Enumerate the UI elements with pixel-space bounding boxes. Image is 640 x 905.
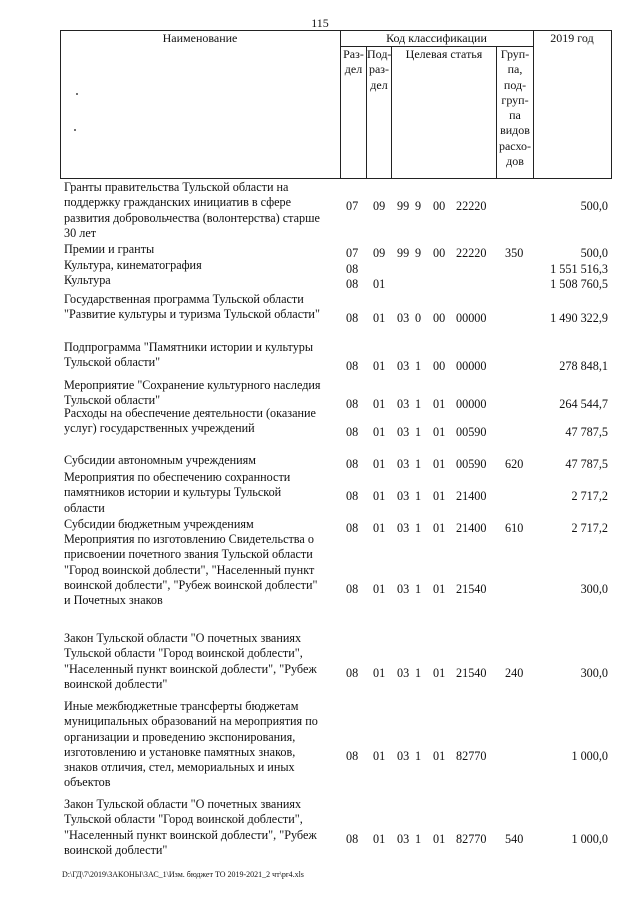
header-name: Наименование: [162, 31, 238, 45]
row-name-line: развития добровольчества (волонтерства) старше: [64, 210, 320, 225]
target-code-program: 03: [397, 665, 410, 680]
target-code-direction: 22220: [456, 199, 487, 214]
row-name-line: 30 лет: [64, 225, 97, 240]
header-vid-line: расхо-: [498, 138, 532, 153]
expense-type-code: 240: [505, 665, 524, 680]
header-vid-line: па,: [507, 62, 523, 77]
podrazdel-code: 09: [373, 199, 386, 214]
row-name-line: Подпрограмма "Памятники истории и культуры: [64, 340, 314, 354]
target-code-program: 03: [397, 397, 410, 412]
row-name-line: Мероприятия по изготовлению Свидетельства о: [64, 532, 314, 546]
row-name-line: Культура, кинематография: [64, 258, 202, 272]
target-code-program: 03: [397, 311, 410, 326]
target-code-program: 03: [397, 748, 410, 763]
target-code-subprogram: 1: [415, 748, 422, 763]
razdel-code: 07: [346, 199, 359, 214]
expense-type-code: 620: [505, 457, 524, 471]
target-code-direction: 21400: [456, 521, 487, 535]
header-code-group: Код классификации: [386, 31, 487, 45]
razdel-code: 08: [346, 397, 359, 412]
razdel-code: 08: [346, 521, 359, 535]
row-name: [64, 699, 342, 791]
header-target: Целевая статья: [405, 47, 483, 61]
row-name: [64, 517, 342, 532]
row-name-line: Мероприятия по обеспечению сохранности: [64, 470, 291, 484]
row-name: [64, 258, 342, 273]
row-name-line: Мероприятие "Сохранение культурного наследия: [64, 378, 321, 392]
amount-2019: 2 717,2: [571, 489, 608, 504]
amount-2019: 300,0: [580, 665, 608, 680]
row-name-line: воинской доблести", "Рубеж воинской доблести": [64, 577, 318, 592]
razdel-code: 08: [346, 748, 359, 763]
amount-2019: 1 508 760,5: [550, 277, 608, 291]
header-vid-line: под-: [503, 77, 527, 92]
amount-2019: 1 000,0: [571, 831, 608, 846]
header-razdel-line: Раз-: [343, 47, 364, 61]
podrazdel-code: 01: [373, 311, 386, 326]
podrazdel-code: 01: [373, 489, 386, 504]
target-code-subprogram: 1: [415, 489, 422, 504]
target-code-event: 00: [433, 359, 446, 374]
header-podrazdel-line: дел: [370, 77, 388, 92]
target-code-program: 03: [397, 831, 410, 846]
target-code-direction: 00000: [456, 311, 487, 326]
row-name: [64, 406, 342, 437]
row-name-line: услуг) государственных учреждений: [64, 421, 255, 436]
row-name: [64, 340, 342, 371]
row-name-line: "Развитие культуры и туризма Тульской области": [64, 307, 320, 322]
row-name-line: "Населенный пункт воинской доблести", "Рубеж: [64, 661, 317, 676]
amount-2019: 47 787,5: [565, 457, 608, 471]
target-code-direction: 22220: [456, 246, 487, 260]
row-name-line: Расходы на обеспечение деятельности (оказание: [64, 406, 316, 420]
target-code-event: 01: [433, 425, 446, 440]
target-code-event: 01: [433, 489, 446, 504]
amount-2019: 500,0: [580, 246, 608, 260]
target-code-event: 01: [433, 665, 446, 680]
row-name: [64, 378, 342, 409]
target-code-direction: 00000: [456, 397, 487, 412]
header-podrazdel-line: раз-: [368, 62, 390, 77]
row-name-line: Субсидии бюджетным учреждениям: [64, 517, 254, 531]
target-code-direction: 00000: [456, 359, 487, 374]
row-name-line: Иные межбюджетные трансферты бюджетам: [64, 699, 299, 713]
target-code-subprogram: 1: [415, 831, 422, 846]
razdel-code: 08: [346, 359, 359, 374]
podrazdel-code: 01: [373, 748, 386, 763]
table-header: [60, 30, 612, 179]
row-name: [64, 797, 342, 858]
row-name-line: Субсидии автономным учреждениям: [64, 453, 256, 467]
podrazdel-code: 09: [373, 246, 386, 260]
podrazdel-code: 01: [373, 457, 386, 471]
podrazdel-code: 01: [373, 425, 386, 440]
row-name-line: памятников истории и культуры Тульской: [64, 485, 282, 500]
row-name-line: Гранты правительства Тульской области на: [64, 180, 289, 194]
row-name: [64, 532, 342, 608]
row-name-line: воинской доблести": [64, 676, 168, 691]
podrazdel-code: 01: [373, 581, 386, 596]
row-name-line: Премии и гранты: [64, 242, 155, 256]
razdel-code: 08: [346, 425, 359, 440]
target-code-subprogram: 1: [415, 425, 422, 440]
amount-2019: 500,0: [580, 199, 608, 214]
target-code-subprogram: 1: [415, 359, 422, 374]
row-name: [64, 453, 342, 468]
row-name: [64, 180, 342, 241]
target-code-event: 01: [433, 457, 446, 471]
row-name-line: Тульской области": [64, 355, 161, 370]
row-name-line: и Почетных знаков: [64, 593, 163, 608]
target-code-direction: 00590: [456, 425, 487, 440]
target-code-program: 03: [397, 521, 410, 535]
file-path-footer: D:\ГД\7\2019\ЗАКОНЫ\ЗАС_1\Изм. бюджет ТО 2019-2021_2 чт\pr4.xls: [62, 870, 304, 879]
razdel-code: 08: [346, 311, 359, 326]
header-razdel: [341, 47, 366, 78]
header-vid-line: груп-: [501, 92, 529, 107]
row-name-line: поддержку гражданских инициатив в сфере: [64, 195, 292, 210]
podrazdel-code: 01: [373, 521, 386, 535]
row-name-line: Тульской области "Город воинской доблести",: [64, 646, 303, 661]
target-code-direction: 21540: [456, 581, 487, 596]
amount-2019: 1 551 516,3: [550, 262, 608, 276]
row-name: [64, 631, 342, 692]
amount-2019: 47 787,5: [565, 425, 608, 440]
header-podrazdel-line: Под-: [367, 47, 392, 61]
target-code-direction: 21540: [456, 665, 487, 680]
target-code-event: 01: [433, 748, 446, 763]
razdel-code: 08: [346, 665, 359, 680]
razdel-code: 07: [346, 246, 359, 260]
podrazdel-code: 01: [373, 277, 386, 291]
row-name-line: "Населенный пункт воинской доблести", "Рубеж: [64, 827, 317, 842]
row-name-line: объектов: [64, 775, 111, 790]
target-code-program: 99: [397, 246, 410, 260]
target-code-subprogram: 1: [415, 665, 422, 680]
target-code-event: 01: [433, 581, 446, 596]
podrazdel-code: 01: [373, 397, 386, 412]
amount-2019: 1 000,0: [571, 748, 608, 763]
target-code-subprogram: 9: [415, 199, 422, 214]
razdel-code: 08: [346, 581, 359, 596]
target-code-event: 00: [433, 311, 446, 326]
amount-2019: 264 544,7: [559, 397, 608, 412]
target-code-event: 01: [433, 397, 446, 412]
row-name-line: воинской доблести": [64, 842, 168, 857]
header-razdel-line: дел: [344, 62, 363, 77]
row-name-line: Тульской области "Город воинской доблести",: [64, 812, 303, 827]
row-name-line: изготовлению и установке памятных знаков,: [64, 744, 296, 759]
razdel-code: 08: [346, 457, 359, 471]
amount-2019: 1 490 322,9: [550, 311, 608, 326]
header-vid-line: па: [509, 108, 521, 123]
target-code-direction: 21400: [456, 489, 487, 504]
page-number: 115: [311, 16, 329, 30]
amount-2019: 2 717,2: [571, 521, 608, 535]
target-code-event: 00: [433, 199, 446, 214]
row-name: [64, 273, 342, 288]
target-code-direction: 00590: [456, 457, 487, 471]
razdel-code: 08: [346, 831, 359, 846]
target-code-subprogram: 1: [415, 581, 422, 596]
header-vid: [497, 47, 533, 169]
row-name-line: Закон Тульской области "О почетных званиях: [64, 797, 302, 811]
row-name-line: присвоении почетного звания Тульской области: [64, 547, 313, 562]
target-code-program: 99: [397, 199, 410, 214]
row-name-line: Тульской области": [64, 393, 161, 408]
header-year: 2019 год: [550, 31, 594, 45]
row-name: [64, 292, 342, 323]
row-name-line: знаков отличия, стел, мемориальных и иных: [64, 760, 295, 775]
row-name: [64, 242, 342, 257]
razdel-code: 08: [346, 262, 359, 276]
target-code-direction: 82770: [456, 748, 487, 763]
podrazdel-code: 01: [373, 359, 386, 374]
header-vid-line: Груп-: [500, 47, 530, 61]
expense-type-code: 540: [505, 831, 524, 846]
expense-type-code: 610: [505, 521, 524, 535]
target-code-subprogram: 1: [415, 397, 422, 412]
row-name-line: "Город воинской доблести", "Населенный пункт: [64, 562, 315, 577]
target-code-event: 00: [433, 246, 446, 260]
podrazdel-code: 01: [373, 831, 386, 846]
expense-type-code: 350: [505, 246, 524, 260]
razdel-code: 08: [346, 489, 359, 504]
target-code-event: 01: [433, 831, 446, 846]
target-code-subprogram: 1: [415, 457, 422, 471]
target-code-program: 03: [397, 581, 410, 596]
target-code-program: 03: [397, 425, 410, 440]
header-podrazdel: [367, 47, 391, 93]
row-name: [64, 470, 342, 516]
header-vid-line: видов: [500, 123, 530, 138]
podrazdel-code: 01: [373, 665, 386, 680]
target-code-subprogram: 1: [415, 521, 422, 535]
amount-2019: 278 848,1: [559, 359, 608, 374]
row-name-line: организации и проведению экспонирования,: [64, 729, 296, 744]
target-code-subprogram: 9: [415, 246, 422, 260]
target-code-program: 03: [397, 359, 410, 374]
row-name-line: Государственная программа Тульской области: [64, 292, 304, 306]
header-vid-line: дов: [506, 154, 524, 169]
row-name-line: Закон Тульской области "О почетных званиях: [64, 631, 302, 645]
target-code-program: 03: [397, 489, 410, 504]
target-code-program: 03: [397, 457, 410, 471]
target-code-subprogram: 0: [415, 311, 422, 326]
target-code-event: 01: [433, 521, 446, 535]
target-code-direction: 82770: [456, 831, 487, 846]
row-name-line: области: [64, 500, 105, 515]
row-name-line: Культура: [64, 273, 111, 287]
row-name-line: муниципальных образований на мероприятия по: [64, 714, 318, 729]
razdel-code: 08: [346, 277, 359, 291]
amount-2019: 300,0: [580, 581, 608, 596]
